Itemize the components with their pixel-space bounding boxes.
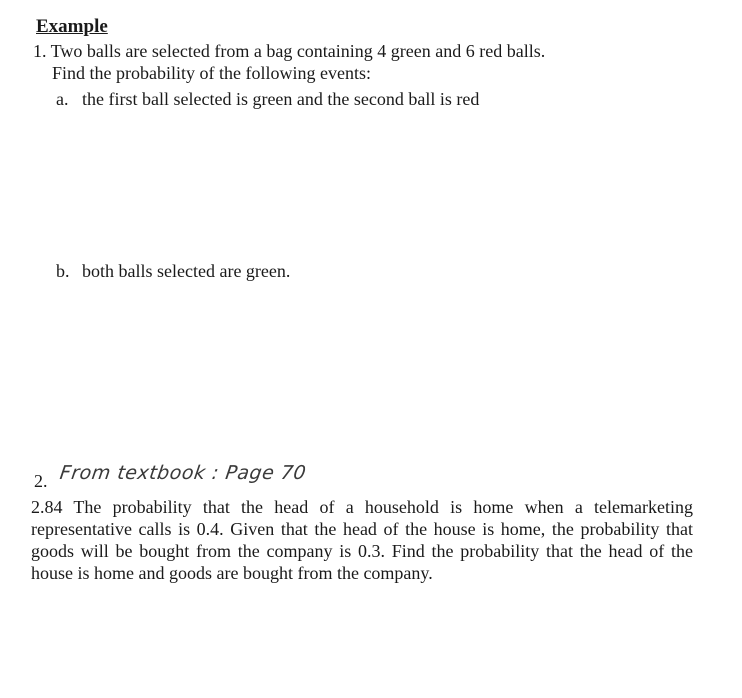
question-1-instruction: Find the probability of the following events: [52,63,371,83]
question-1-part-b [56,260,290,282]
handwritten-note: From textbook : Page 70 [58,462,308,484]
question-2-number: 2. [34,471,48,491]
part-a-text: the first ball selected is green and the second ball is red [82,89,480,109]
part-a-label: a. [56,89,69,109]
question-1-part-a [56,88,479,110]
section-heading: Example [36,16,108,37]
question-2-problem: 2.84 The probability that the head of a household is home when a telemarketing representative calls is 0.4. Given that the head of the house is home, the probability that goods will be bought from the company is 0.3. Find the probability that the head of the house is home and goods are bought from the company. [31,497,693,583]
question-1-statement: 1. Two balls are selected from a bag containing 4 green and 6 red balls. [33,41,546,61]
part-b-text: both balls selected are green. [82,261,291,281]
part-b-label: b. [56,261,70,281]
